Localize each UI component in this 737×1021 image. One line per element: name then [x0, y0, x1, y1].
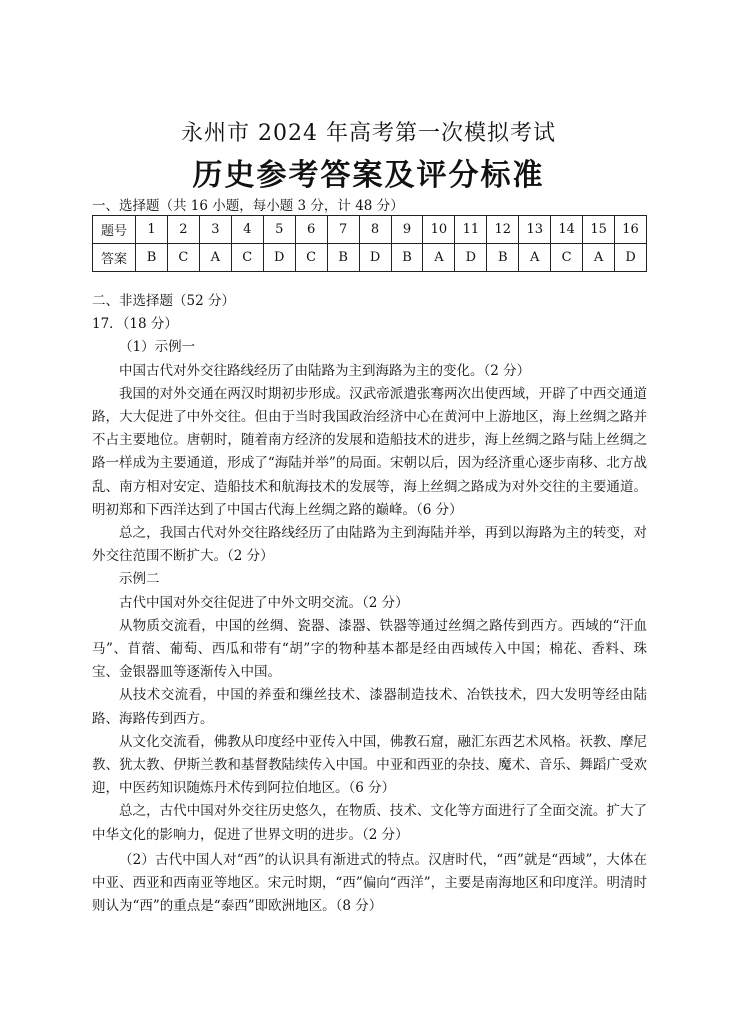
section1-heading: 一、选择题（共 16 小题，每小题 3 分，计 48 分）: [92, 198, 404, 214]
answer-cell: D: [455, 244, 487, 272]
question-number-cell: 9: [391, 216, 423, 244]
paragraph-conclusion-1: 总之，我国古代对外交往路线经历了由陆路为主到海陆并举，再到以海路为主的转变，对外交往范围不断扩大。（2 分）: [92, 525, 647, 565]
document-title: 历史参考答案及评分标准: [192, 158, 545, 193]
part1-example1-label: （1）示例一: [119, 339, 196, 356]
answer-cell: B: [391, 244, 423, 272]
question-number-cell: 6: [295, 216, 327, 244]
section2-heading: 二、非选择题（52 分）: [92, 293, 235, 309]
answer-cell: B: [487, 244, 519, 272]
question-number-cell: 12: [487, 216, 519, 244]
section2-body: [92, 290, 647, 918]
question-number-cell: 15: [583, 216, 615, 244]
row-label-question-number: 题号: [93, 216, 136, 244]
question-number-cell: 2: [167, 216, 199, 244]
question-number-cell: 4: [231, 216, 263, 244]
paragraph-argument-1: 我国的对外交通在两汉时期初步形成。汉武帝派遣张骞两次出使西域，开辟了中西交通道路，大大促进了中外交往。但由于当时我国政治经济中心在黄河中上游地区，海上丝绸之路并不占主要地位。唐朝时，随着南方经济的发展和造船技术的进步，海上丝绸之路与陆上丝绸之路一样成为主要通道，形成了“海陆并举”的局面。宋朝以后，因为经济重心逐步南移、北方战乱、南方相对安定、造船技术和航海技术的发展等，海上丝绸之路成为对外交往的主要通道。明初郑和下西洋达到了中国古代海上丝绸之路的巅峰。（6 分）: [92, 385, 647, 518]
answer-cell: D: [359, 244, 391, 272]
answer-cell: A: [583, 244, 615, 272]
example2-label: 示例二: [119, 571, 160, 588]
question-number-cell: 1: [136, 216, 168, 244]
answer-cell: C: [295, 244, 327, 272]
row-label-answer: 答案: [93, 244, 136, 272]
question-number-cell: 10: [423, 216, 455, 244]
question-number-cell: 7: [327, 216, 359, 244]
answer-cell: D: [263, 244, 295, 272]
paragraph-culture-exchange: 从文化交流看，佛教从印度经中亚传入中国，佛教石窟，融汇东西艺术风格。祆教、摩尼教、犹太教、伊斯兰教和基督教陆续传入中国。中亚和西亚的杂技、魔术、音乐、舞蹈广受欢迎，中医药知识随炼丹术传到阿拉伯地区。（6 分）: [92, 733, 647, 797]
paragraph-conclusion-2: 总之，古代中国对外交往历史悠久，在物质、技术、文化等方面进行了全面交流。扩大了中华文化的影响力，促进了世界文明的进步。（2 分）: [92, 803, 647, 843]
answer-cell: A: [199, 244, 231, 272]
question-number-cell: 13: [519, 216, 551, 244]
answer-cell: C: [551, 244, 583, 272]
answer-cell: C: [167, 244, 199, 272]
answer-table: [92, 215, 647, 272]
answer-cell: A: [519, 244, 551, 272]
exam-title: 永州市 2024 年高考第一次模拟考试: [181, 121, 556, 146]
answer-row: [93, 244, 647, 272]
question-number-cell: 16: [615, 216, 647, 244]
question-number-cell: 3: [199, 216, 231, 244]
answer-cell: B: [136, 244, 168, 272]
paragraph-material-exchange: 从物质交流看，中国的丝绸、瓷器、漆器、铁器等通过丝绸之路传到西方。西域的“汗血马”、苜蓿、葡萄、西瓜和带有“胡”字的物种基本都是经由西域传入中国；棉花、香料、珠宝、金银器皿等逐渐传入中国。: [92, 617, 647, 681]
paragraph-technology-exchange: 从技术交流看，中国的养蚕和缫丝技术、漆器制造技术、冶铁技术，四大发明等经由陆路、海路传到西方。: [92, 687, 647, 727]
question-number-cell: 14: [551, 216, 583, 244]
answer-cell: C: [231, 244, 263, 272]
answer-cell: D: [615, 244, 647, 272]
answer-cell: B: [327, 244, 359, 272]
question-number-row: [93, 216, 647, 244]
question-number-cell: 8: [359, 216, 391, 244]
paragraph-thesis-1: 中国古代对外交往路线经历了由陆路为主到海路为主的变化。（2 分）: [119, 362, 531, 379]
question-number-cell: 11: [455, 216, 487, 244]
question-17-heading: 17．（18 分）: [92, 316, 178, 333]
paragraph-thesis-2: 古代中国对外交往促进了中外文明交流。（2 分）: [119, 594, 409, 611]
question-number-cell: 5: [263, 216, 295, 244]
answer-cell: A: [423, 244, 455, 272]
part2-answer: （2）古代中国人对“西”的认识具有渐进式的特点。汉唐时代，“西”就是“西域”，大体在中亚、西亚和西南亚等地区。宋元时期，“西”偏向“西洋”，主要是南海地区和印度洋。明清时则认为“西”的重点是“泰西”即欧洲地区。（8 分）: [92, 851, 647, 915]
